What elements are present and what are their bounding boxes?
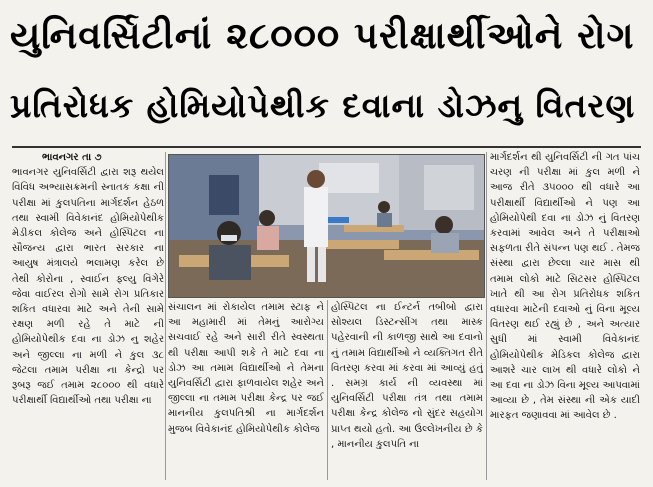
column-divider (165, 152, 166, 480)
classroom-illustration (169, 155, 484, 297)
column-4-text: માર્ગદર્શન થી યુનિવર્સિટી ની ગત પાંચ ચરણ ની પરીક્ષા માં કુલ મળી ને આજ રીતે ૩૫૦૦૦ થી વધારે આ પરીક્ષાર્થી વિદ્યાર્થીઓ ને પણ આ હોમિયોપેથી દવા ના ડોઝ નું વિતરણ કરવામાં આવેલ અને તે પરીક્ષાઓ સફળતા રીતે સંપન્ન પણ થઈ . તેમજ સંસ્થા દ્વારા છેલ્લા ચાર માસ થી તમામ લોકો માટે સિટસર હોસ્પિટલ ખાતે થી આ રોગ પ્રતિરોધક શકિત વધારવા માટેની દવાઓ નું વિના મૂલ્ય વિતરણ થઈ રહ્યું છે , અને અત્યાર સુધી માં સ્વામી વિવેકાનંદ હોમિયોપેથીક મેડિકલ કોલેજ દ્વારા આશરે ચાર લાખ થી વધારે લોકો ને આ દવા ના ડોઝ વિના મૂલ્ય આપવામાં આવ્યા છે , તેમ સંસ્થા ની એક યાદી મારફત જણાવવા માં આવેલ છે . (490, 152, 640, 422)
column-2-text: સંચાલન માં રોકાયેલ તમામ સ્ટાફ ને આ મહામારી માં તેમનું આરોગ્ય સચવાઈ રહે અને સારી રીતે સ્વસ્થતા થી પરીક્ષા આપી શકે તે માટે દવા ના ડોઝ આ તમામ વિદ્યાર્થીઓ ને તેમના યુનિવર્સિટી દ્વારા ફાળવાયેલ શહેર અને જીલ્લા ના તમામ પરીક્ષા કેન્દ્ર પર જઈ માનનીય કુલપતિશ્રી ના માર્ગદર્શન મુજબ વિવેકાનંદ હોમિયોપેથીક કોલેજ (168, 302, 324, 435)
article-column-4 (490, 150, 640, 480)
headline-rule (12, 146, 641, 148)
exam-hall-photo (168, 154, 485, 298)
column-1-text: ભાવનગર યુનિવર્સિટી દ્વારા શરૂ થયેલ વિવિધ અભ્યાસક્રમની સ્નાતક કક્ષા ની પરીક્ષા માં કુલપતિના માર્ગદર્શન હેઠળ તથા સ્વામી વિવેકાનંદ હોમિયોપેથીક મેડીકલ કોલેજ અને હોસ્પિટલ ના સૌજન્ય દ્વારા ભારત સરકાર ના આયુષ મંત્રાલયે ભલામણ કરેલ છે તેથી કોરોના , સ્વાઈન ફ્લ્યુ વિગેરે જેવા વાઈરલ રોગો સામે રોગ પ્રતિકાર શકિત વધારવા માટે અને તેની સામે રક્ષણ મળી રહે તે માટે ની હોમિયોપેથીક દવા ના ડોઝ નુ શહેર અને જીલ્લા ના મળી ને કુલ ૩૮ જેટલા તમામ પરીક્ષા ના કેન્દ્રો પર રૂબરૂ જઈ તમામ ૨૮૦૦૦ થી વધારે પરીક્ષાર્થી વિદ્યાર્થીઓ તથા પરીક્ષા ના (12, 167, 164, 407)
article-column-1 (12, 150, 164, 480)
dateline: ભાવનગર તા ૭ (42, 152, 102, 163)
article-column-3 (331, 300, 483, 480)
article-column-2 (168, 300, 324, 480)
column-divider (486, 152, 487, 480)
headline-line-2: પ્રતિરોધક હોમિયોપેથીક દવાના ડોઝનુ વિતરણ (10, 86, 636, 125)
headline-line-1: યુનિવર્સિટીનાં ૨૮૦૦૦ પરીક્ષાર્થીઓને રોગ (10, 14, 635, 57)
column-divider (327, 300, 328, 480)
column-3-text: હોસ્પિટલ ના ઈન્ટર્ન તબીબો દ્વારા સોશ્યલ ડિસ્ટન્સીંગ તથા માસ્ક પહેરવાની ની કાળજી સાથે આ દવાનો નું તમામ વિદ્યાર્થીઓ ને વ્યક્તિગત રીતે વિતરણ કરવા માં કરવા માં આવ્યું હતું . સમગ્ર કાર્ય ની વ્યવસ્થા માં યુનિવર્સિટી પરીક્ષા તંત્ર તથા તમામ પરીક્ષા કેન્દ્ર કોલેજ નો સુંદર સહયોગ પ્રાપ્ત થયો હતો. આ ઉલ્લેખનીય છે કે , માનનીય કુલપતિ ના (331, 302, 483, 450)
